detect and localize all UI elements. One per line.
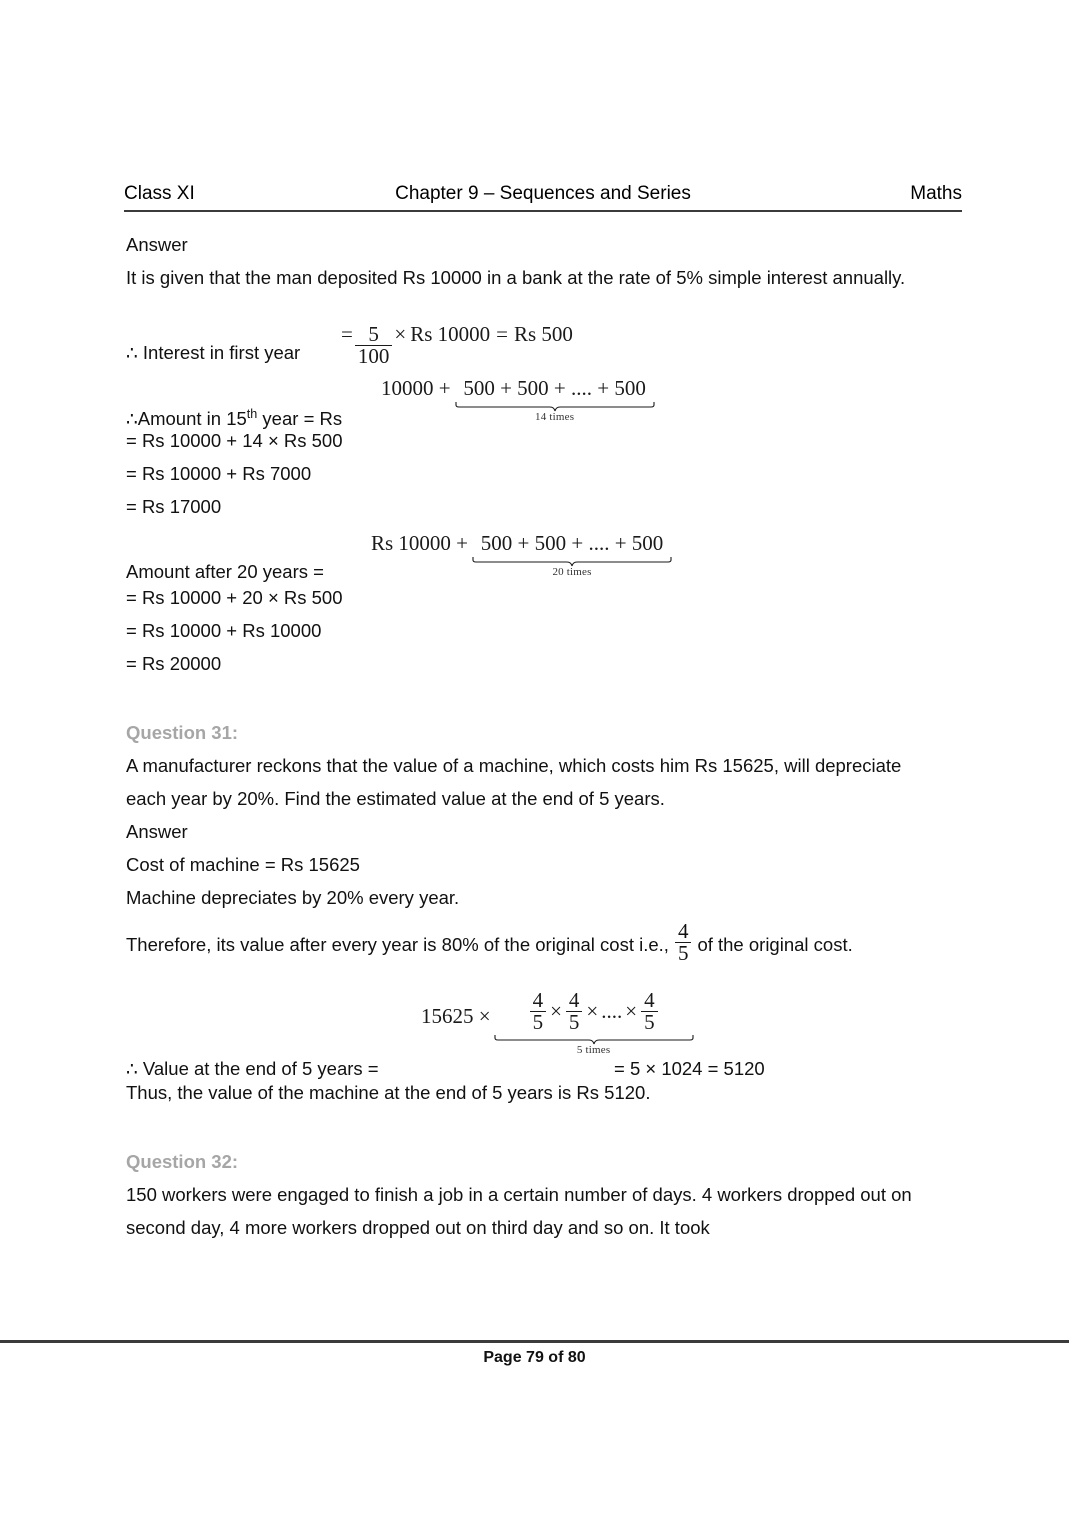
- fraction-numerator: 4: [644, 987, 655, 1012]
- fraction-denominator: 5: [530, 1011, 547, 1033]
- fraction-4-over-5: [566, 987, 583, 1035]
- amount-after-20-years-label: Amount after 20 years =: [126, 561, 324, 582]
- underbrace-group-5-times: [494, 987, 694, 1056]
- value-after-5-years-result: = 5 × 1024 = 5120: [614, 1057, 765, 1079]
- fraction-denominator: 100: [355, 345, 393, 367]
- inline-fraction-numerator: 4: [677, 919, 689, 943]
- formula-multiply-sign: ×: [394, 322, 407, 346]
- header-subject-label: Maths: [910, 183, 962, 204]
- formula-principal-amount: Rs 10000: [410, 322, 491, 346]
- inline-fraction-4-over-5: [675, 921, 692, 965]
- amount-15th-suffix: year = Rs: [257, 408, 343, 430]
- product-operator: ×: [625, 999, 638, 1024]
- question-31-text: A manufacturer reckons that the value of a machine, which costs him Rs 15625, will depreciate each year by 20%. Find the estimated value at the end of 5 years.: [126, 755, 902, 809]
- formula-result-equals: =: [496, 322, 508, 346]
- amount-15th-year-formula: [381, 376, 655, 423]
- fraction-denominator: 5: [641, 1011, 658, 1033]
- value-80-percent-prefix: Therefore, its value after every year is 80% of the original cost i.e.,: [126, 934, 669, 955]
- step-line: = Rs 10000 + 14 × Rs 500: [126, 430, 343, 451]
- product-operator: ×: [586, 999, 599, 1024]
- formula15-prefix: 10000 +: [381, 376, 451, 400]
- footer-divider: [0, 1340, 1069, 1343]
- formula20-prefix: Rs 10000 +: [371, 531, 469, 555]
- underbrace-group-14-times: [455, 376, 655, 423]
- underbrace-group-20-times: [472, 531, 672, 578]
- underbrace-terms: [528, 987, 660, 1035]
- underbrace-label: 20 times: [552, 566, 592, 578]
- interest-first-year-formula: [341, 322, 573, 368]
- interest-first-year-label: ∴ Interest in first year: [126, 342, 301, 363]
- header-class-label: Class XI: [124, 183, 195, 204]
- fraction-4-over-5: [530, 987, 547, 1035]
- underbrace-label: 14 times: [535, 411, 575, 423]
- fraction-5-over-100: [355, 324, 393, 368]
- amount-15th-year-label: [126, 398, 342, 435]
- depreciation-line: Machine depreciates by 20% every year.: [126, 887, 460, 908]
- value-80-percent-suffix: of the original cost.: [697, 934, 853, 955]
- step-line: = Rs 10000 + Rs 7000: [126, 463, 312, 484]
- header-chapter-title: Chapter 9 – Sequences and Series: [395, 183, 691, 204]
- question-32-heading: Question 32:: [126, 1150, 239, 1172]
- page-header: [124, 182, 962, 212]
- formula-equals-sign: =: [341, 322, 353, 346]
- underbrace-label: 5 times: [576, 1043, 611, 1056]
- answer-label-q31: Answer: [126, 821, 188, 842]
- question-32-text: 150 workers were engaged to finish a job in a certain number of days. 4 workers dropped out on second day, 4 more workers dropped out on third day and so on. It took: [126, 1183, 912, 1238]
- cost-of-machine-line: Cost of machine = Rs 15625: [126, 854, 360, 875]
- value-80-percent-line: [126, 919, 926, 980]
- product-operator: ×: [550, 999, 562, 1024]
- fraction-numerator: 4: [568, 987, 580, 1012]
- value-after-5-years-label: ∴ Value at the end of 5 years =: [126, 1057, 379, 1079]
- inline-fraction-denominator: 5: [675, 942, 692, 964]
- step-line: = Rs 20000: [126, 653, 222, 674]
- ordinal-suffix: th: [246, 407, 258, 421]
- product-formula-prefix: 15625 ×: [421, 1003, 491, 1028]
- step-line: = Rs 10000 + 20 × Rs 500: [126, 587, 343, 608]
- fraction-denominator: 5: [566, 1011, 583, 1033]
- given-statement: It is given that the man deposited Rs 10000 in a bank at the rate of 5% simple interest annually.: [126, 267, 906, 288]
- value-after-5-years-formula: [421, 987, 694, 1056]
- question-31-conclusion: Thus, the value of the machine at the end of 5 years is Rs 5120.: [126, 1081, 651, 1103]
- fraction-4-over-5: [641, 987, 658, 1035]
- step-line: = Rs 17000: [126, 496, 222, 517]
- amount-15th-prefix: ∴Amount in 15: [126, 408, 247, 430]
- amount-after-20-years-formula: [371, 531, 672, 578]
- question-31-heading: Question 31:: [126, 722, 239, 743]
- answer-label-q30: Answer: [126, 234, 188, 255]
- formula-interest-result: Rs 500: [513, 322, 573, 346]
- fraction-numerator: 5: [368, 322, 379, 346]
- underbrace-terms: 500 + 500 + .... + 500: [480, 531, 664, 555]
- page-number-footer: Page 79 of 80: [483, 1349, 586, 1366]
- product-ellipsis: ....: [601, 999, 623, 1024]
- page-content: [126, 228, 966, 1244]
- underbrace-terms: 500 + 500 + .... + 500: [463, 376, 646, 400]
- fraction-numerator: 4: [532, 987, 544, 1012]
- step-line: = Rs 10000 + Rs 10000: [126, 620, 322, 641]
